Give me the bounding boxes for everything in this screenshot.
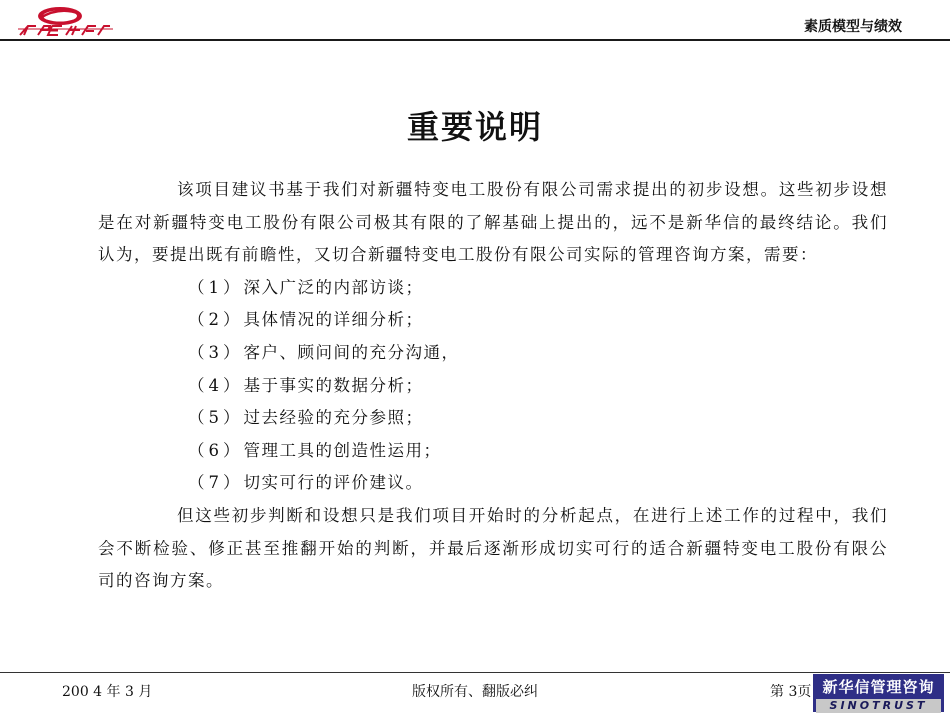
brand-name-en: SINOTRUST — [816, 699, 941, 713]
page-footer — [0, 673, 950, 713]
list-item — [98, 304, 888, 337]
list-item-number: （4） — [188, 375, 244, 395]
document-body — [98, 174, 888, 598]
list-item-number: （7） — [188, 473, 244, 493]
sinotrust-logo — [813, 674, 944, 712]
tbea-logo — [18, 4, 118, 38]
list-item-number: （5） — [188, 408, 244, 428]
list-item — [98, 370, 888, 403]
list-item-text: 管理工具的创造性运用； — [243, 440, 442, 460]
list-item-text: 深入广泛的内部访谈； — [243, 277, 424, 297]
list-item-number: （3） — [188, 342, 244, 362]
list-item — [98, 435, 888, 468]
footer-copyright: 版权所有、翻版必纠 — [412, 684, 538, 700]
list-item-text: 过去经验的充分参照； — [243, 408, 424, 428]
brand-name-cn: 新华信管理咨询 — [822, 678, 935, 696]
list-item — [98, 467, 888, 500]
header-title: 素质模型与绩效 — [804, 19, 902, 35]
list-item-number: （6） — [188, 440, 244, 460]
page-title: 重要说明 — [406, 108, 543, 146]
list-item-text: 具体情况的详细分析； — [243, 310, 424, 330]
list-item-number: （1） — [188, 277, 244, 297]
list-item — [98, 272, 888, 305]
list-item — [98, 402, 888, 435]
page-number: 第 3页 — [770, 684, 812, 700]
footer-date: 200 4 年 3 月 — [62, 684, 153, 700]
list-item-text: 基于事实的数据分析； — [243, 375, 424, 395]
list-item-number: （2） — [188, 310, 244, 330]
requirements-list — [98, 272, 888, 500]
list-item-text: 切实可行的评价建议。 — [243, 473, 424, 493]
header-divider — [0, 39, 950, 41]
list-item-text: 客户、顾问间的充分沟通， — [243, 342, 460, 362]
closing-paragraph: 但这些初步判断和设想只是我们项目开始时的分析起点，在进行上述工作的过程中，我们会不断检验、修正甚至推翻开始的判断，并最后逐渐形成切实可行的适合新疆特变电工股份有限公司的咨询方案。 — [98, 505, 888, 591]
page-header — [0, 0, 950, 40]
intro-paragraph: 该项目建议书基于我们对新疆特变电工股份有限公司需求提出的初步设想。这些初步设想是在对新疆特变电工股份有限公司极其有限的了解基础上提出的，远不是新华信的最终结论。我们认为，要提出既有前瞻性，又切合新疆特变电工股份有限公司实际的管理咨询方案，需要： — [98, 180, 888, 265]
list-item — [98, 337, 888, 370]
